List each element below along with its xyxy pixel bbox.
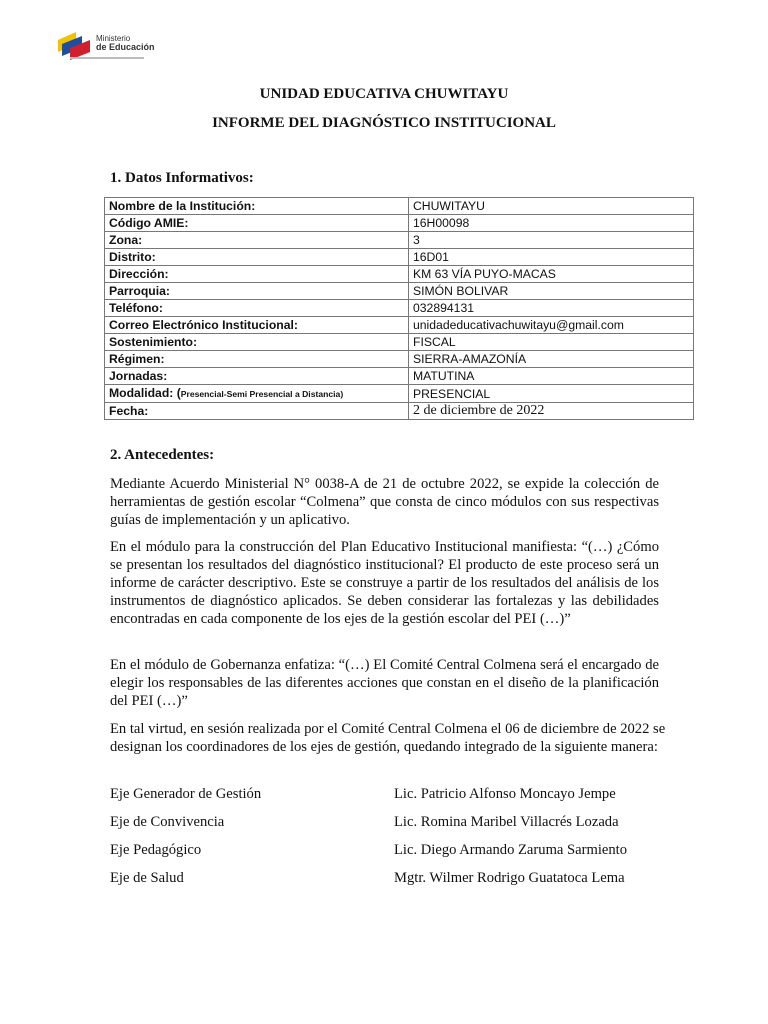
- table-row: [105, 215, 694, 232]
- row-value: MATUTINA: [409, 368, 694, 385]
- row-label: Correo Electrónico Institucional:: [105, 317, 409, 334]
- row-label: Jornadas:: [105, 368, 409, 385]
- axis-name: Eje Pedagógico: [110, 842, 202, 858]
- row-label: Fecha:: [105, 403, 409, 420]
- paragraph: En tal virtud, en sesión realizada por el Comité Central Colmena el 06 de diciembre de 2022 se designan los coordinadores de los ejes de gestión, quedando integrado de la siguiente manera:: [110, 721, 666, 755]
- ministry-logo-text: [96, 34, 155, 52]
- row-value: 16D01: [409, 249, 694, 266]
- row-value: 16H00098: [409, 215, 694, 232]
- row-value: 3: [409, 232, 694, 249]
- table-row: [105, 283, 694, 300]
- row-value: SIMÓN BOLIVAR: [409, 283, 694, 300]
- section-heading-antecedentes: 2. Antecedentes:: [110, 447, 215, 463]
- logo-line-2: de Educación: [96, 42, 155, 52]
- row-label-modalidad: [105, 385, 409, 403]
- table-row: [105, 198, 694, 215]
- table-row: [105, 351, 694, 368]
- row-value: 032894131: [409, 300, 694, 317]
- row-value: SIERRA-AMAZONÍA: [409, 351, 694, 368]
- row-label: Sostenimiento:: [105, 334, 409, 351]
- row-label: Distrito:: [105, 249, 409, 266]
- row-value-date: 2 de diciembre de 2022: [409, 403, 694, 420]
- info-table: [104, 197, 694, 420]
- row-label-main: Modalidad: (: [109, 386, 181, 400]
- report-title: INFORME DEL DIAGNÓSTICO INSTITUCIONAL: [212, 115, 556, 131]
- table-row: [105, 368, 694, 385]
- coordinator-name: Mgtr. Wilmer Rodrigo Guatatoca Lema: [394, 870, 625, 886]
- table-row: [105, 266, 694, 283]
- table-row: [105, 249, 694, 266]
- table-row: [105, 300, 694, 317]
- coordinator-name: Lic. Diego Armando Zaruma Sarmiento: [394, 842, 628, 858]
- logo-line-1: Ministerio: [96, 34, 131, 43]
- school-title: UNIDAD EDUCATIVA CHUWITAYU: [259, 86, 509, 102]
- row-value: KM 63 VÍA PUYO-MACAS: [409, 266, 694, 283]
- row-label: Teléfono:: [105, 300, 409, 317]
- section-heading-datos: 1. Datos Informativos:: [110, 170, 254, 186]
- coordinator-name: Lic. Patricio Alfonso Moncayo Jempe: [394, 786, 616, 802]
- row-label: Dirección:: [105, 266, 409, 283]
- table-row: [105, 317, 694, 334]
- row-label: Zona:: [105, 232, 409, 249]
- paragraph: Mediante Acuerdo Ministerial N° 0038-A de 21 de octubre 2022, se expide la colección de herramientas de gestión escolar “Colmena” que consta de cinco módulos con sus respectivas guías de implementación y un aplicativo.: [110, 476, 659, 528]
- table-row: [105, 334, 694, 351]
- coordinator-name: Lic. Romina Maribel Villacrés Lozada: [394, 814, 619, 830]
- axis-name: Eje de Salud: [110, 870, 184, 886]
- row-label: Régimen:: [105, 351, 409, 368]
- row-label-note: Presencial-Semi Presencial a Distancia): [180, 389, 344, 399]
- table-row: [105, 403, 694, 420]
- paragraph: En el módulo para la construcción del Plan Educativo Institucional manifiesta: “(…) ¿Cómo se presentan los resultados del diagnóstico institucional? El producto de este proceso será un informe de carácter descriptivo. Este se construye a partir de los resultados del análisis de los instrumentos de diagnóstico aplicados. Se deben considerar las fortalezas y las debilidades encontradas en cada componente de los ejes de la gestión escolar del PEI (…)”: [110, 539, 659, 627]
- row-value: CHUWITAYU: [409, 198, 694, 215]
- paragraph: En el módulo de Gobernanza enfatiza: “(…) El Comité Central Colmena será el encargado de elegir los responsables de las diferentes acciones que constan en el diseño de la planificación del PEI (…)”: [110, 657, 659, 709]
- table-row: [105, 385, 694, 403]
- row-value: FISCAL: [409, 334, 694, 351]
- table-row: [105, 232, 694, 249]
- row-label: Código AMIE:: [105, 215, 409, 232]
- row-label: Parroquia:: [105, 283, 409, 300]
- logo-divider: [70, 57, 144, 59]
- row-value: unidadeducativachuwitayu@gmail.com: [409, 317, 694, 334]
- row-label: Nombre de la Institución:: [105, 198, 409, 215]
- axis-name: Eje de Convivencia: [110, 814, 225, 830]
- axis-name: Eje Generador de Gestión: [110, 786, 262, 802]
- ministry-logo-icon: [56, 30, 96, 60]
- row-value: PRESENCIAL: [409, 385, 694, 403]
